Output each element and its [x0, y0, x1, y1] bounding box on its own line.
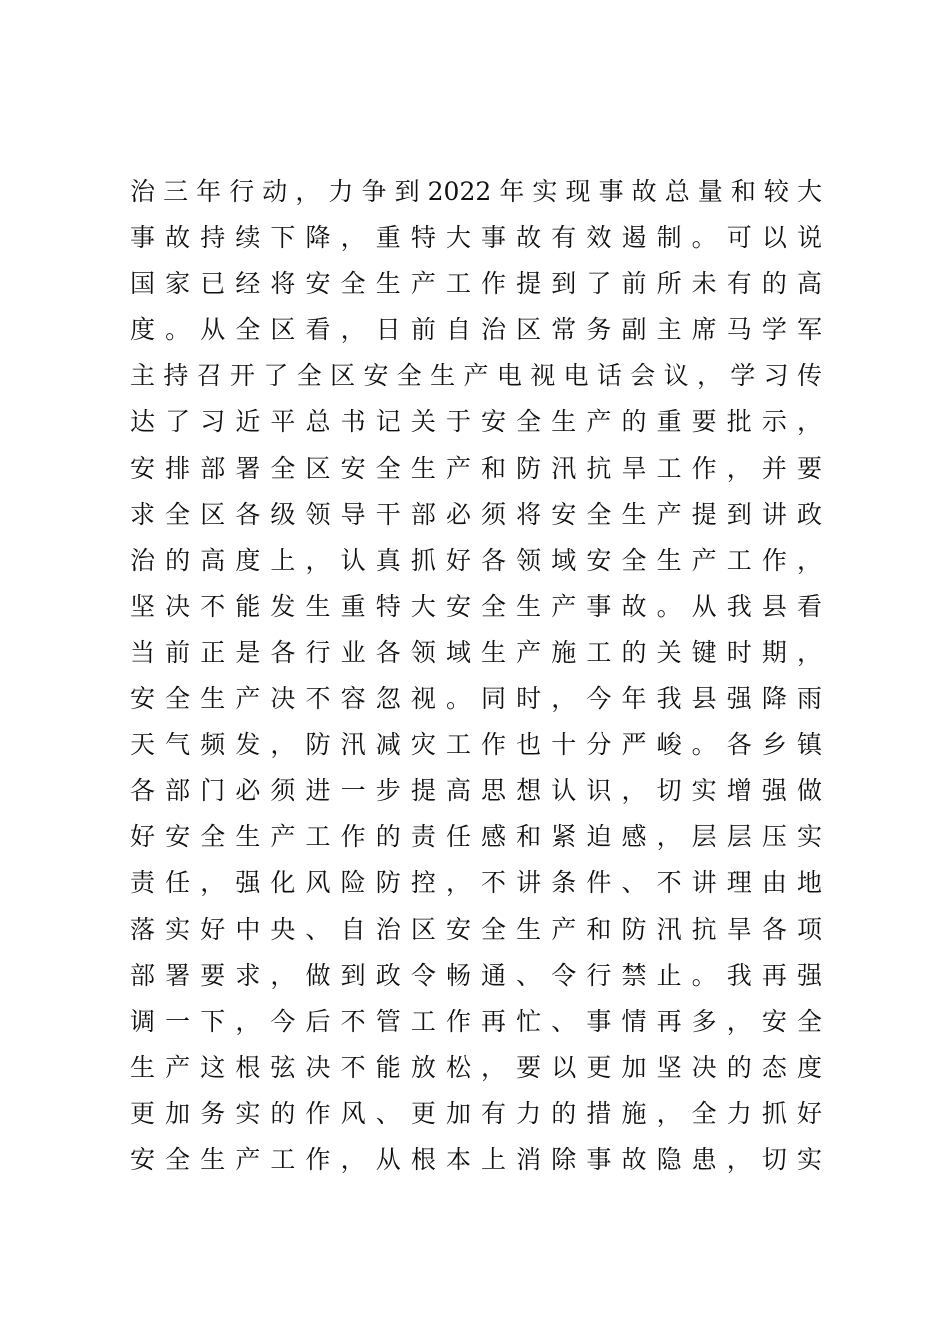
- body-text: [130, 169, 822, 1183]
- text-line: 天气频发，防汛减灾工作也十分严峻。各乡镇: [130, 730, 822, 760]
- text-line: 责任，强化风险防控，不讲条件、不讲理由地: [130, 868, 822, 898]
- text-line: 治的高度上，认真抓好各领域安全生产工作，: [130, 545, 822, 575]
- text-line: 生产这根弦决不能放松，要以更加坚决的态度: [130, 1052, 822, 1082]
- text-line: 安排部署全区安全生产和防汛抗旱工作，并要: [130, 453, 822, 483]
- text-line: 安全生产决不容忽视。同时，今年我县强降雨: [130, 684, 822, 714]
- text-line: 度。从全区看，日前自治区常务副主席马学军: [130, 315, 822, 345]
- text-line: 更加务实的作风、更加有力的措施，全力抓好: [130, 1098, 822, 1128]
- text-line: 主持召开了全区安全生产电视电话会议，学习传: [130, 361, 822, 391]
- text-line: 事故持续下降，重特大事故有效遏制。可以说: [130, 223, 822, 253]
- text-line: 坚决不能发生重特大安全生产事故。从我县看: [130, 591, 822, 621]
- text-line: 国家已经将安全生产工作提到了前所未有的高: [130, 269, 822, 299]
- text-line: 安全生产工作，从根本上消除事故隐患，切实: [130, 1144, 822, 1174]
- text-line: 求全区各级领导干部必须将安全生产提到讲政: [130, 499, 822, 529]
- text-line: 达了习近平总书记关于安全生产的重要批示，: [130, 407, 822, 437]
- text-line: 调一下，今后不管工作再忙、事情再多，安全: [130, 1006, 822, 1036]
- text-line: 好安全生产工作的责任感和紧迫感，层层压实: [130, 822, 822, 852]
- text-line: 当前正是各行业各领域生产施工的关键时期，: [130, 637, 822, 667]
- text-line: 治三年行动，力争到2022年实现事故总量和较大: [130, 177, 822, 206]
- text-line: 各部门必须进一步提高思想认识，切实增强做: [130, 776, 822, 806]
- text-line: 落实好中央、自治区安全生产和防汛抗旱各项: [130, 914, 822, 944]
- text-line: 部署要求，做到政令畅通、令行禁止。我再强: [130, 960, 822, 990]
